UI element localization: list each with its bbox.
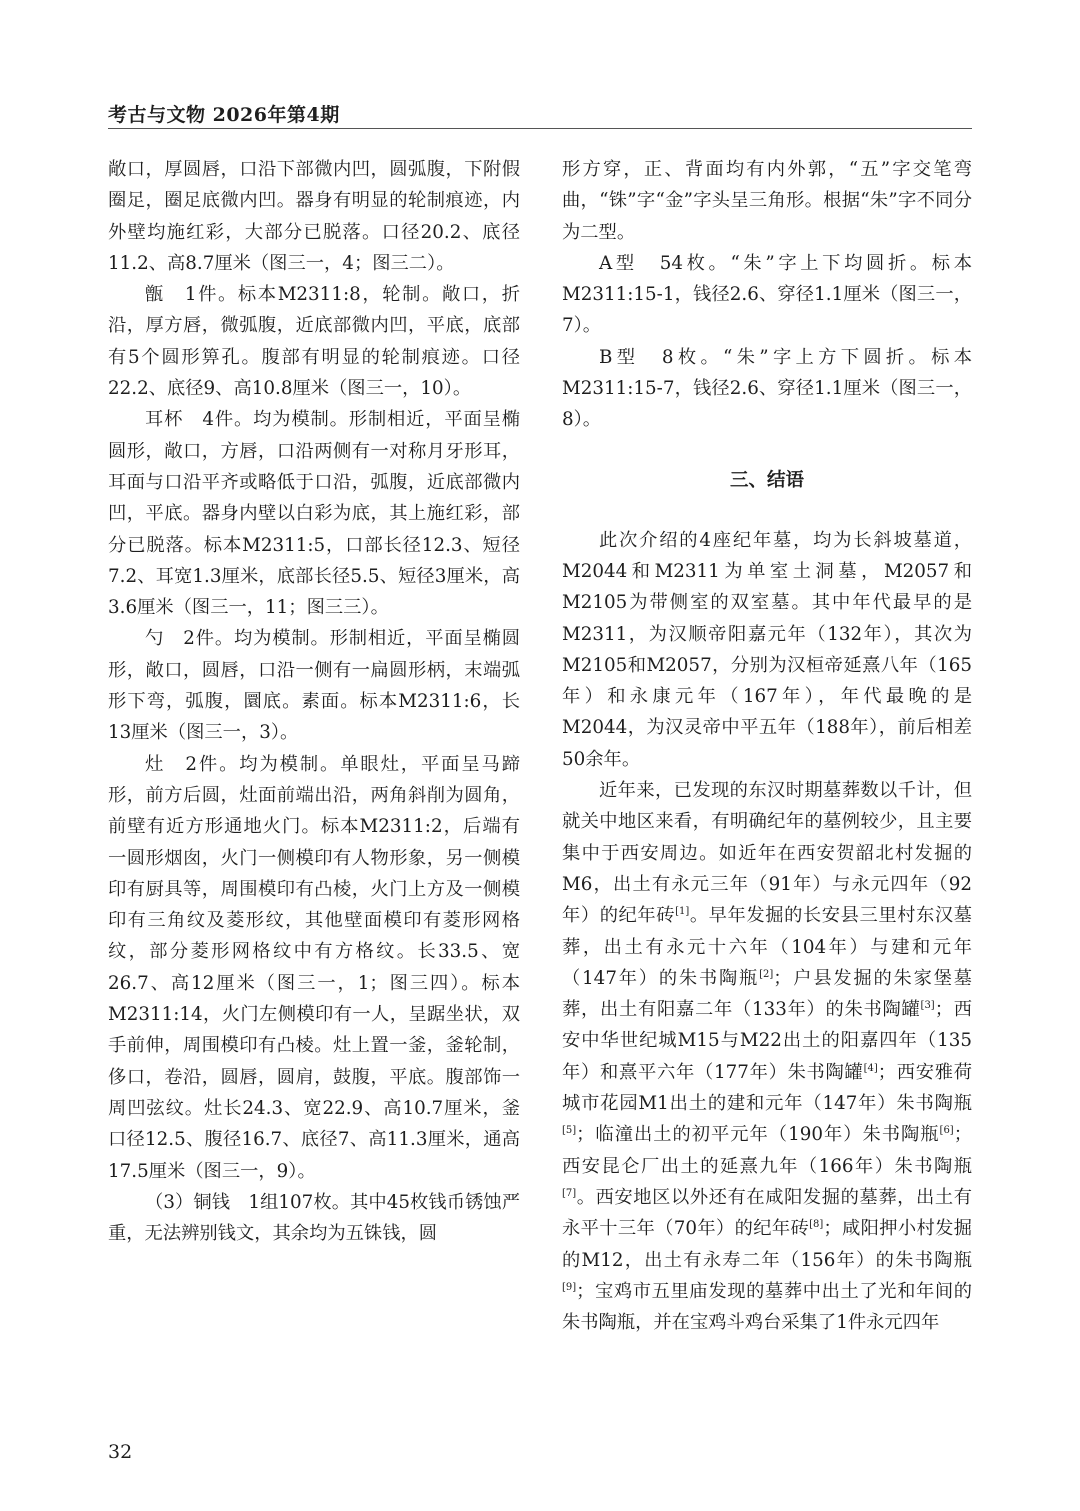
citation-8: [8] — [809, 1219, 824, 1231]
text-run: 。早年发掘的长安县三里村东汉墓葬，出土有永元十六年（104年）与建和元年（147年）的朱书陶瓶 — [562, 905, 972, 989]
text-run: ；西安中华世纪城M15与M22出土的阳嘉四年（135年）和熹平六年（177年）朱书陶罐 — [562, 999, 972, 1083]
paragraph-type-b: B型 8枚。“朱”字上方下圆折。标本M2311:15-7，钱径2.6、穿径1.1厘米（图三一，8）。 — [562, 346, 972, 431]
section-heading-conclusion: 三、结语 — [729, 469, 804, 491]
left-column — [108, 154, 520, 1249]
paragraph-stove: 灶 2件。均为模制。单眼灶，平面呈马蹄形，前方后圆，灶面前端出沿，两角斜削为圆角，前壁有近方形通地火门。标本M2311:2，后端有一圆形烟囱，火门一侧模印有人物形象，另一侧模印有厨具等，周围模印有凸棱，火门上方及一侧模印有三角纹及菱形纹，其他壁面模印有菱形网格纹，部分菱形网格纹中有方格纹。长33.5、宽26.7、高12厘米（图三一，1；图三四）。标本M2311:14，火门左侧模印有一人，呈踞坐状，双手前伸，周围模印有凸棱。灶上置一釜，釜轮制，侈口，卷沿，圆唇，圆肩，鼓腹，平底。腹部饰一周凹弦纹。灶长24.3、宽22.9、高10.7厘米，釜口径12.5、腹径16.7、底径7、高11.3厘米，通高17.5厘米（图三一，9）。 — [108, 753, 520, 1182]
paragraph-zeng: 甑 1件。标本M2311:8，轮制。敞口，折沿，厚方唇，微弧腹，近底部微内凹，平底，底部有5个圆形箅孔。腹部有明显的轮制痕迹。口径22.2、底径9、高10.8厘米（图三一，10）。 — [108, 284, 520, 400]
text-run: ；西安雅荷城市花园M1出土的建和元年（147年）朱书陶瓶 — [562, 1061, 972, 1115]
citation-6: [6] — [939, 1125, 954, 1137]
paragraph-coins-continued: 形方穿，正、背面均有内外郭，“五”字交笔弯曲，“铢”字“金”字头呈三角形。根据“朱”字不同分为二型。 — [562, 159, 972, 243]
citation-3: [3] — [920, 1000, 935, 1012]
page-number: 32 — [108, 1441, 133, 1463]
journal-header: 考古与文物 2026年第4期 — [108, 104, 340, 126]
paragraph-conclusion-dates: 此次介绍的4座纪年墓，均为长斜坡墓道，M2044和M2311为单室土洞墓，M2057和M2105为带侧室的双室墓。其中年代最早的是M2311，为汉顺帝阳嘉元年（132年），其次为M2105和M2057，分别为汉桓帝延熹八年（165年）和永康元年（167年），年代最晚的是M2044，为汉灵帝中平五年（188年），前后相差50余年。 — [562, 529, 972, 770]
citation-2: [2] — [759, 968, 774, 980]
header-divider — [108, 128, 972, 129]
right-column — [562, 154, 972, 1338]
citation-1: [1] — [675, 906, 690, 918]
citation-7: [7] — [562, 1187, 577, 1199]
paragraph-ladle: 勺 2件。均为模制。形制相近，平面呈椭圆形，敞口，圆唇，口沿一侧有一扁圆形柄，末端弧形下弯，弧腹，圜底。素面。标本M2311:6，长13厘米（图三一，3）。 — [108, 628, 520, 744]
paragraph-bowl-continued: 敞口，厚圆唇，口沿下部微内凹，圆弧腹，下附假圈足，圈足底微内凹。器身有明显的轮制痕迹，内外壁均施红彩，大部分已脱落。口径20.2、底径11.2、高8.7厘米（图三一，4；图三二）。 — [108, 159, 520, 274]
paragraph-dated-tombs — [562, 775, 972, 1338]
paragraph-ear-cup: 耳杯 4件。均为模制。形制相近，平面呈椭圆形，敞口，方唇，口沿两侧有一对称月牙形耳，耳面与口沿平齐或略低于口沿，弧腹，近底部微内凹，平底。器身内壁以白彩为底，其上施红彩，部分已脱落。标本M2311:5，口部长径12.3、短径7.2、耳宽1.3厘米，底部长径5.5、短径3厘米，高3.6厘米（图三一，11；图三三）。 — [108, 409, 520, 619]
paragraph-coins: （3）铜钱 1组107枚。其中45枚钱币锈蚀严重，无法辨别钱文，其余均为五铢钱，圆 — [108, 1191, 520, 1245]
text-run: 。西安地区以外还有在咸阳发掘的墓葬，出土有永平十三年（70年）的纪年砖 — [562, 1186, 972, 1240]
paragraph-type-a: A型 54枚。“朱”字上下均圆折。标本M2311:15-1，钱径2.6、穿径1.1厘米（图三一，7）。 — [562, 252, 972, 337]
citation-5: [5] — [562, 1125, 577, 1137]
citation-4: [4] — [863, 1062, 878, 1074]
text-run: ；西安昆仑厂出土的延熹九年（166年）朱书陶瓶 — [562, 1124, 972, 1177]
text-run: ；临潼出土的初平元年（190年）朱书陶瓶 — [576, 1124, 940, 1146]
text-run: 近年来，已发现的东汉时期墓葬数以千计，但就关中地区来看，有明确纪年的墓例较少，且主要集中于西安周边。如近年在西安贺韶北村发掘的M6，出土有永元三年（91年）与永元四年（92年）的纪年砖 — [562, 780, 972, 927]
text-run: ；咸阳押小村发掘的M12，出土有永寿二年（156年）的朱书陶瓶 — [562, 1218, 973, 1271]
text-run: ；宝鸡市五里庙发现的墓葬中出土了光和年间的朱书陶瓶，并在宝鸡斗鸡台采集了1件永元四年 — [562, 1280, 972, 1334]
text-run: ；户县发掘的朱家堡墓葬，出土有阳嘉二年（133年）的朱书陶罐 — [562, 967, 972, 1021]
citation-9: [9] — [562, 1281, 577, 1293]
